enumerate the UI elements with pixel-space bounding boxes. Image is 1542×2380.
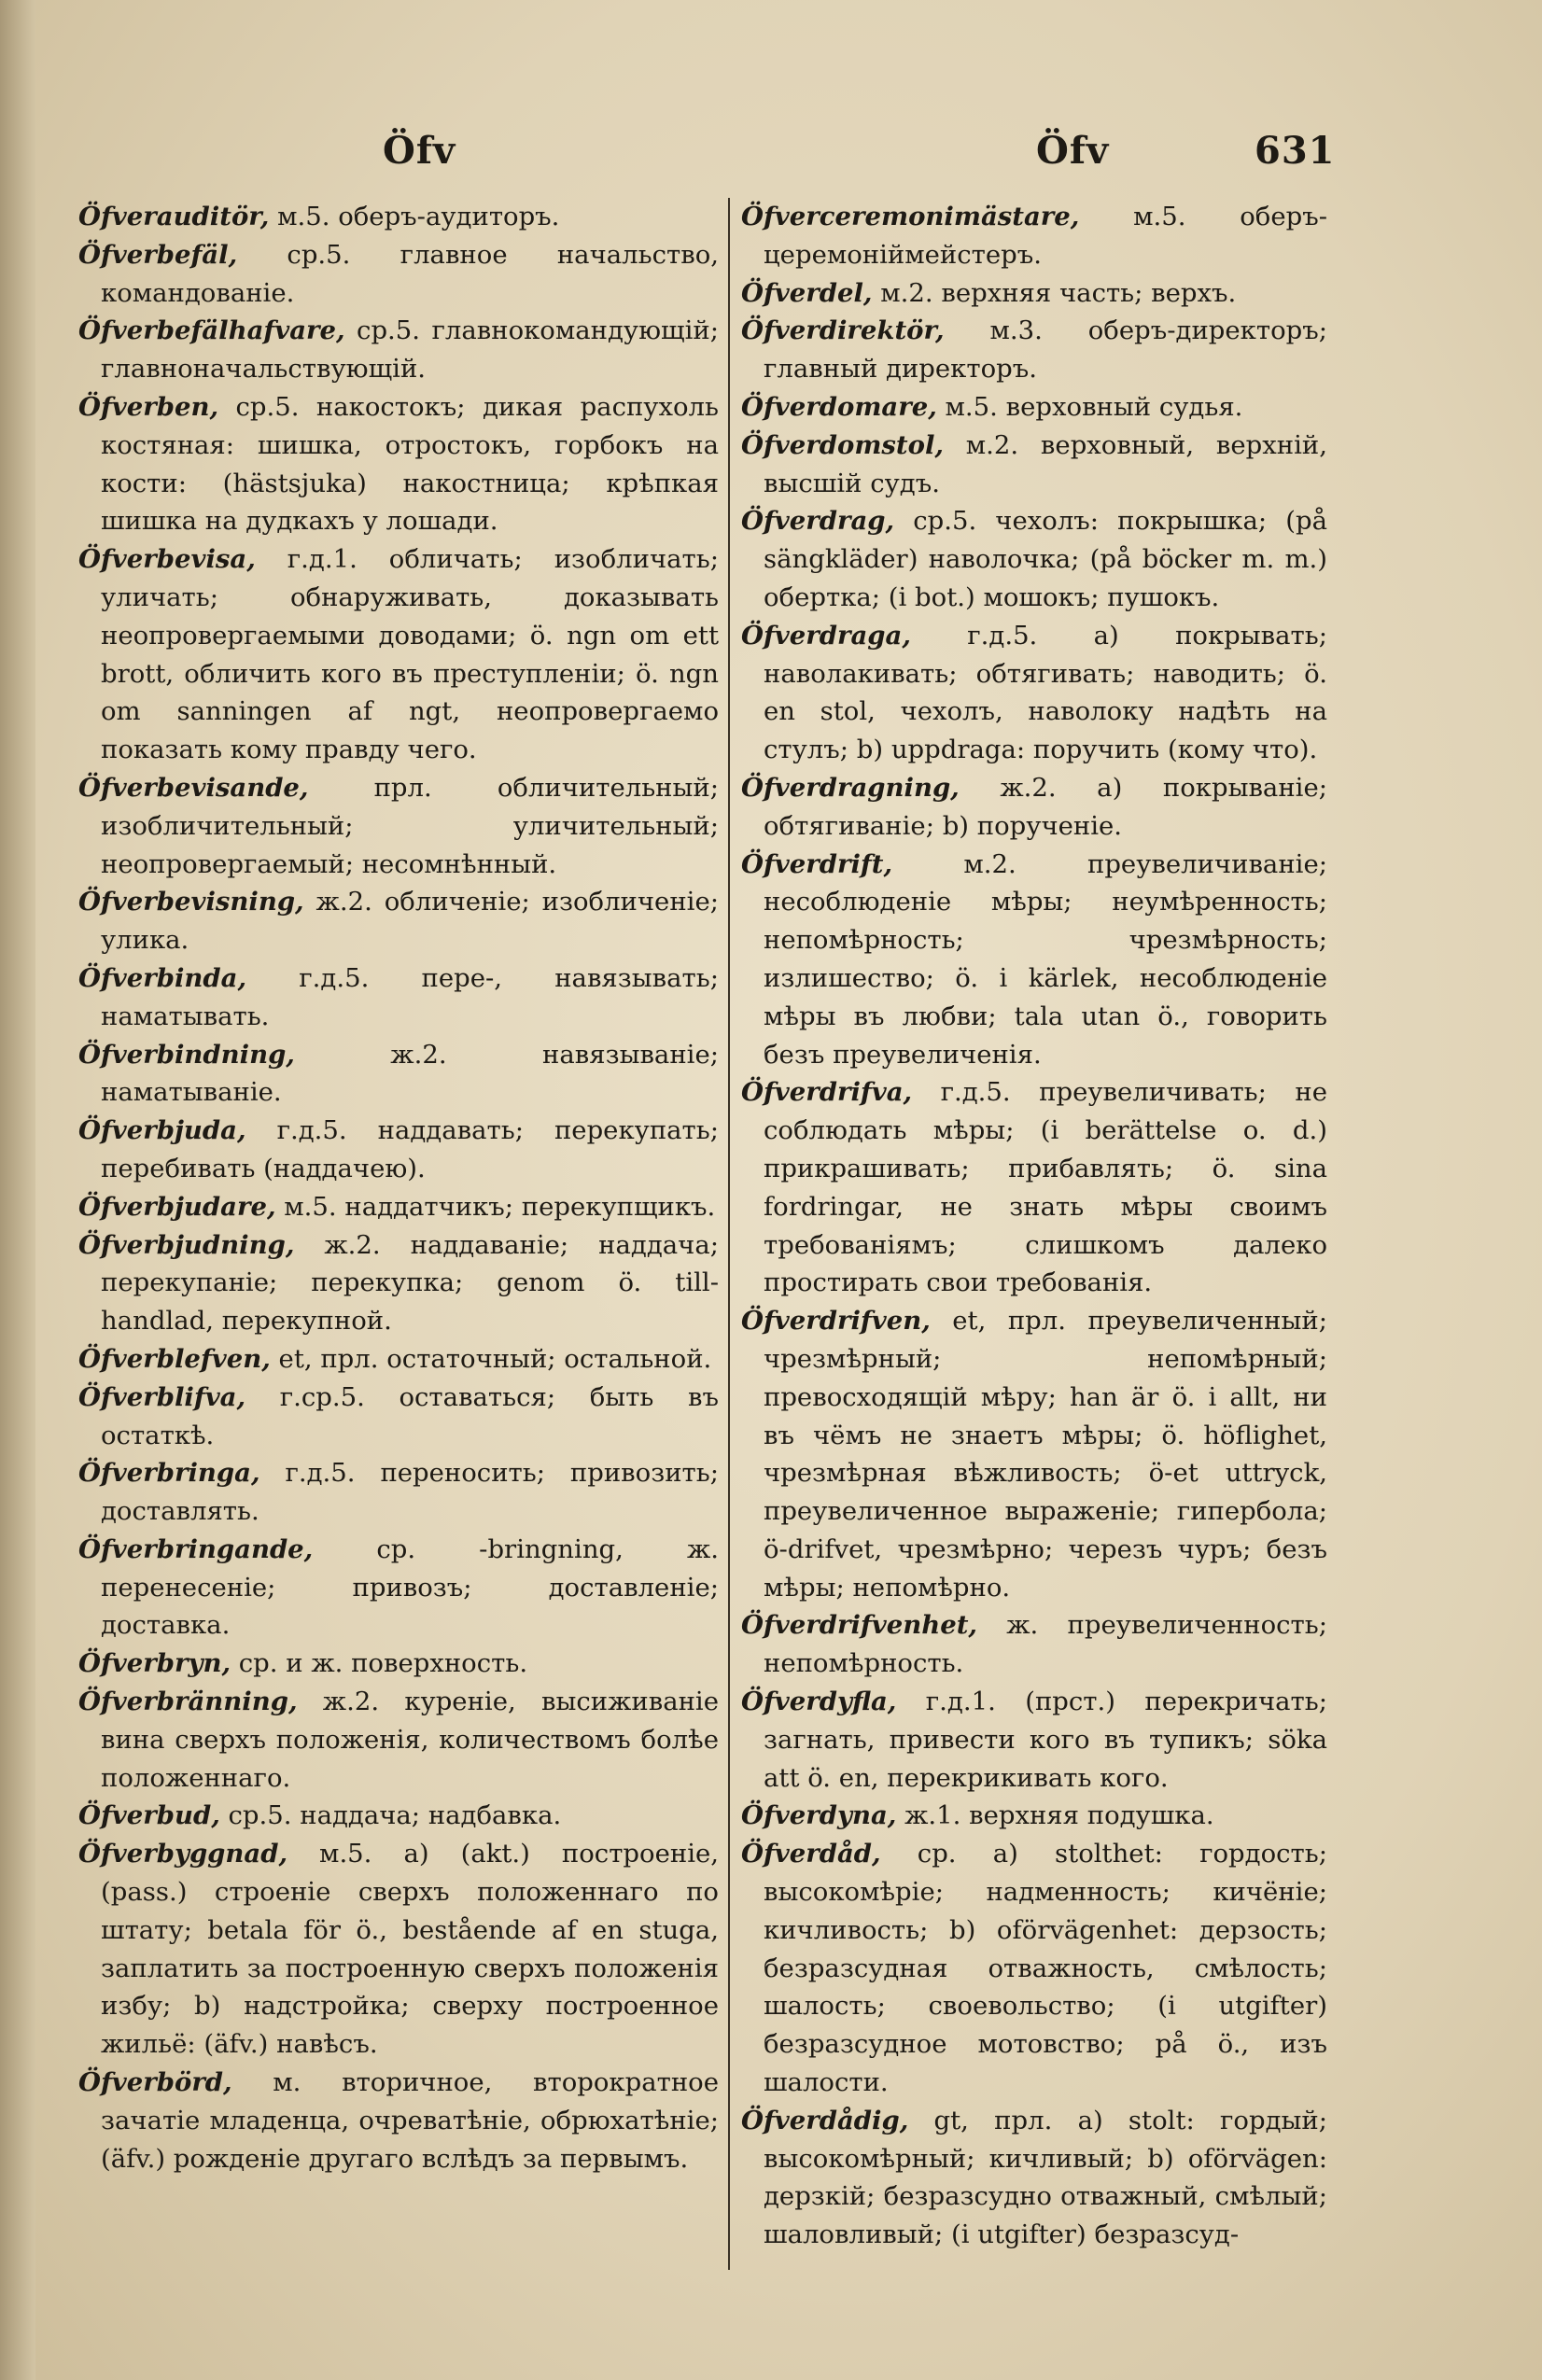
dictionary-entry <box>741 198 1327 274</box>
entry-headword: Öfverblefven, <box>78 1343 271 1374</box>
entry-headword: Öfverdirektör, <box>741 315 945 346</box>
entry-headword: Öfverbringande, <box>78 1533 314 1564</box>
entry-definition: г.д.5. a) покрывать; наволакивать; обтягивать; наводить; ö. en stol, чехолъ, наволоку надѣть на стулъ; b) uppdraga: поручить (кому что). <box>764 620 1327 765</box>
entry-definition: м.5. наддатчикъ; перекупщикъ. <box>275 1191 716 1222</box>
entry-headword: Öfverbinda, <box>78 962 247 993</box>
entry-definition: г.ср.5. оставаться; быть въ остаткѣ. <box>101 1381 719 1450</box>
entry-definition: г.д.5. переносить; привозить; доставлять. <box>101 1458 719 1527</box>
entry-headword: Öfverbränning, <box>78 1687 298 1717</box>
entry-definition: ж.2. навязываніе; наматываніе. <box>101 1039 719 1108</box>
dictionary-entry <box>78 1683 719 1797</box>
entry-definition: г.д.5. преувеличивать; не соблюдать мѣры; (i berättelse o. d.) прикрашивать; прибавлять; ö. sina fordringar, не знать мѣры своимъ требованіямъ; слишкомъ далеко простирать свои требованія. <box>764 1077 1327 1298</box>
entry-headword: Öfverdrift, <box>741 848 893 879</box>
entry-headword: Öfverauditör, <box>78 202 270 231</box>
entry-definition: м.5. оберъ-церемоніймейстеръ. <box>764 202 1327 270</box>
dictionary-entry <box>78 1036 719 1113</box>
left-column <box>78 198 719 2289</box>
entry-definition: ср.5. чехолъ: покрышка; (på sängkläder) наволочка; (på böcker m. m.) обертка; (i bot.) мошокъ; пушокъ. <box>764 506 1327 612</box>
dictionary-entry <box>78 236 719 313</box>
entry-headword: Öfverbjudare, <box>78 1191 276 1222</box>
dictionary-entry <box>741 502 1327 616</box>
entry-definition: ср. и ж. поверхность. <box>231 1648 528 1679</box>
entry-headword: Öfverbevisning, <box>78 887 304 917</box>
dictionary-entry <box>78 1188 719 1226</box>
entry-headword: Öfverdåd, <box>741 1839 881 1869</box>
entry-definition: м.2. верхняя часть; верхъ. <box>872 277 1237 308</box>
entry-definition: ж.2. наддаваніе; наддача; перекупаніе; перекупка; genom ö. till-handlad, перекупной. <box>101 1229 719 1337</box>
entry-headword: Öfverbringa, <box>78 1458 260 1489</box>
dictionary-entry <box>741 617 1327 769</box>
entry-definition: г.д.5. пере-, навязывать; наматывать. <box>101 962 719 1031</box>
entry-headword: Öfverblifva, <box>78 1381 246 1412</box>
dictionary-entry <box>741 769 1327 846</box>
dictionary-entry <box>78 540 719 769</box>
dictionary-entry <box>78 388 719 540</box>
entry-headword: Öfverdel, <box>741 277 873 308</box>
entry-definition: м.2. преувеличиваніе; несоблюденіе мѣры; неумѣренность; непомѣрность; чрезмѣрность; излишество; ö. i kärlek, несоблюденіе мѣры въ любви; tala utan ö., говорить безъ преувеличенія. <box>764 848 1327 1070</box>
entry-definition: ж.2. куреніе, высиживаніе вина сверхъ положенія, количествомъ болѣе положеннаго. <box>101 1687 719 1793</box>
entry-headword: Öfverben, <box>78 391 219 422</box>
entry-headword: Öfverbryn, <box>78 1648 231 1679</box>
dictionary-entry <box>741 427 1327 503</box>
entry-headword: Öfverbjuda, <box>78 1115 246 1146</box>
entry-definition: г.д.1. обличать; изобличать; уличать; обнаруживать, доказывать неопровергаемыми доводами; ö. ngn om ett brott, обличить кого въ преступленіи; ö. ngn om sanningen af ngt, неопровергаемо показать кому правду чего. <box>101 544 719 765</box>
entry-definition: ж.2. обличеніе; изобличеніе; улика. <box>101 887 719 956</box>
entry-definition: м. вторичное, вторократное зачатіе младенца, очреватѣніе, обрюхатѣніе; (äfv.) рожденіе другаго вслѣдъ за первымъ. <box>101 2067 719 2174</box>
dictionary-entry <box>741 1073 1327 1302</box>
entry-headword: Öfverdyna, <box>741 1800 897 1831</box>
entry-headword: Öfverdådig, <box>741 2105 909 2135</box>
entry-definition: ж. преувеличенность; непомѣрность. <box>764 1610 1327 1679</box>
entry-headword: Öfverdragning, <box>741 772 960 803</box>
entry-headword: Öfverdomstol, <box>741 429 944 460</box>
dictionary-entry <box>78 1112 719 1188</box>
entry-headword: Öfverceremonimästare, <box>741 202 1080 231</box>
entry-definition: м.5. верховный судья. <box>936 391 1243 422</box>
entry-definition: м.5. a) (akt.) построеніе, (pass.) строеніе сверхъ положеннаго по штату; betala för ö., bestående af en stuga, заплатить за построенную сверхъ положенія избу; b) надстройка; сверху построенное жильё: (äfv.) навѣсъ. <box>101 1839 719 2060</box>
dictionary-entry <box>78 198 719 236</box>
entry-definition: ср. -bringning, ж. перенесеніе; привозъ; доставленіе; доставка. <box>101 1533 719 1641</box>
entry-headword: Öfverdrifven, <box>741 1306 931 1337</box>
entry-headword: Öfverbyggnad, <box>78 1839 288 1869</box>
dictionary-entry <box>741 1835 1327 2102</box>
dictionary-entry <box>78 1835 719 2064</box>
dictionary-entry <box>78 959 719 1036</box>
dictionary-entry <box>78 2064 719 2177</box>
dictionary-entry <box>78 312 719 388</box>
dictionary-entry <box>78 883 719 959</box>
entry-headword: Öfverbevisande, <box>78 772 309 803</box>
entry-definition: et, прл. преувеличенный; чрезмѣрный; непомѣрный; превосходящій мѣру; han är ö. i allt, ни въ чёмъ не знаетъ мѣры; ö. höflighet, чрезмѣрная вѣжливость; ö-et uttryck, преувеличенное выраженіе; гипербола; ö-drifvet, чрезмѣрно; черезъ чуръ; безъ мѣры; непомѣрно. <box>764 1306 1327 1603</box>
entry-headword: Öfverdraga, <box>741 620 911 651</box>
right-column <box>741 198 1327 2289</box>
entry-headword: Öfverbindning, <box>78 1039 295 1070</box>
dictionary-entry <box>78 1797 719 1835</box>
entry-definition: г.д.5. наддавать; перекупать; перебивать (наддачею). <box>101 1115 719 1183</box>
dictionary-entry <box>741 846 1327 1074</box>
entry-definition: ж.1. верхняя подушка. <box>896 1800 1214 1831</box>
dictionary-entry <box>741 388 1327 427</box>
column-divider <box>728 198 730 2270</box>
entry-headword: Öfverbefäl, <box>78 239 238 270</box>
running-head-right: Öfv <box>1036 129 1110 173</box>
entry-definition: м.5. оберъ-аудиторъ. <box>269 202 560 231</box>
entry-definition: м.2. верховный, верхній, высшій судъ. <box>764 429 1327 498</box>
dictionary-entry <box>78 1531 719 1645</box>
entry-definition: прл. обличительный; изобличительный; уличительный; неопровергаемый; несомнѣнный. <box>101 772 719 879</box>
dictionary-entry <box>741 1302 1327 1606</box>
dictionary-entry <box>78 1379 719 1455</box>
dictionary-entry <box>741 1606 1327 1683</box>
entry-definition: г.д.1. (прст.) перекричать; загнать, привести кого въ тупикъ; söka att ö. en, перекрикивать кого. <box>764 1687 1327 1793</box>
entry-headword: Öfverdomare, <box>741 391 937 422</box>
entry-definition: gt, прл. a) stolt: гордый; высокомѣрный; кичливый; b) oförvägen: дерзкій; безразсудно отважный, смѣлый; шаловливый; (i utgifter) безразсуд- <box>764 2105 1327 2250</box>
entry-headword: Öfverbörd, <box>78 2067 232 2098</box>
dictionary-entry <box>78 769 719 883</box>
dictionary-entry <box>741 312 1327 388</box>
entry-definition: et, прл. остаточный; остальной. <box>270 1343 712 1374</box>
page-number: 631 <box>1255 129 1336 173</box>
entry-definition: ср.5. наддача; надбавка. <box>219 1800 562 1831</box>
entry-headword: Öfverbefälhafvare, <box>78 315 345 346</box>
entry-headword: Öfverdyfla, <box>741 1687 897 1717</box>
running-head-left: Öfv <box>383 129 456 173</box>
dictionary-entry <box>741 2102 1327 2254</box>
entry-headword: Öfverdrag, <box>741 506 895 537</box>
dictionary-entry <box>741 1797 1327 1835</box>
dictionary-entry <box>741 274 1327 313</box>
entry-headword: Öfverdrifva, <box>741 1077 913 1108</box>
entry-definition: ср.5. главное начальство, командованіе. <box>101 239 719 308</box>
dictionary-entry <box>78 1340 719 1379</box>
entry-headword: Öfverbevisa, <box>78 544 256 575</box>
entry-definition: ср.5. главнокомандующій; главноначальствующій. <box>101 315 719 385</box>
dictionary-entry <box>78 1226 719 1340</box>
page-gutter-shadow <box>0 0 35 2380</box>
entry-headword: Öfverbjudning, <box>78 1229 295 1260</box>
entry-definition: ср.5. накостокъ; дикая распухоль костяная: шишка, отростокъ, горбокъ на кости: (hästsjuka) накостница; крѣпкая шишка на дудкахъ у лошади. <box>101 391 719 537</box>
dictionary-entry <box>78 1645 719 1683</box>
entry-headword: Öfverbud, <box>78 1800 220 1831</box>
entry-headword: Öfverdrifvenhet, <box>741 1610 977 1641</box>
entry-definition: ж.2. a) покрываніе; обтягиваніе; b) порученіе. <box>764 772 1327 841</box>
dictionary-entry <box>78 1454 719 1531</box>
entry-definition: ср. a) stolthet: гордость; высокомѣріе; надменность; кичёніе; кичливость; b) oförvägenhet: дерзость; безразсудная отважность, смѣлость; шалость; своевольство; (i utgifter) безразсудное мотовство; på ö., изъ шалости. <box>764 1839 1327 2098</box>
dictionary-entry <box>741 1683 1327 1797</box>
entry-definition: м.3. оберъ-директоръ; главный директоръ. <box>764 315 1327 385</box>
